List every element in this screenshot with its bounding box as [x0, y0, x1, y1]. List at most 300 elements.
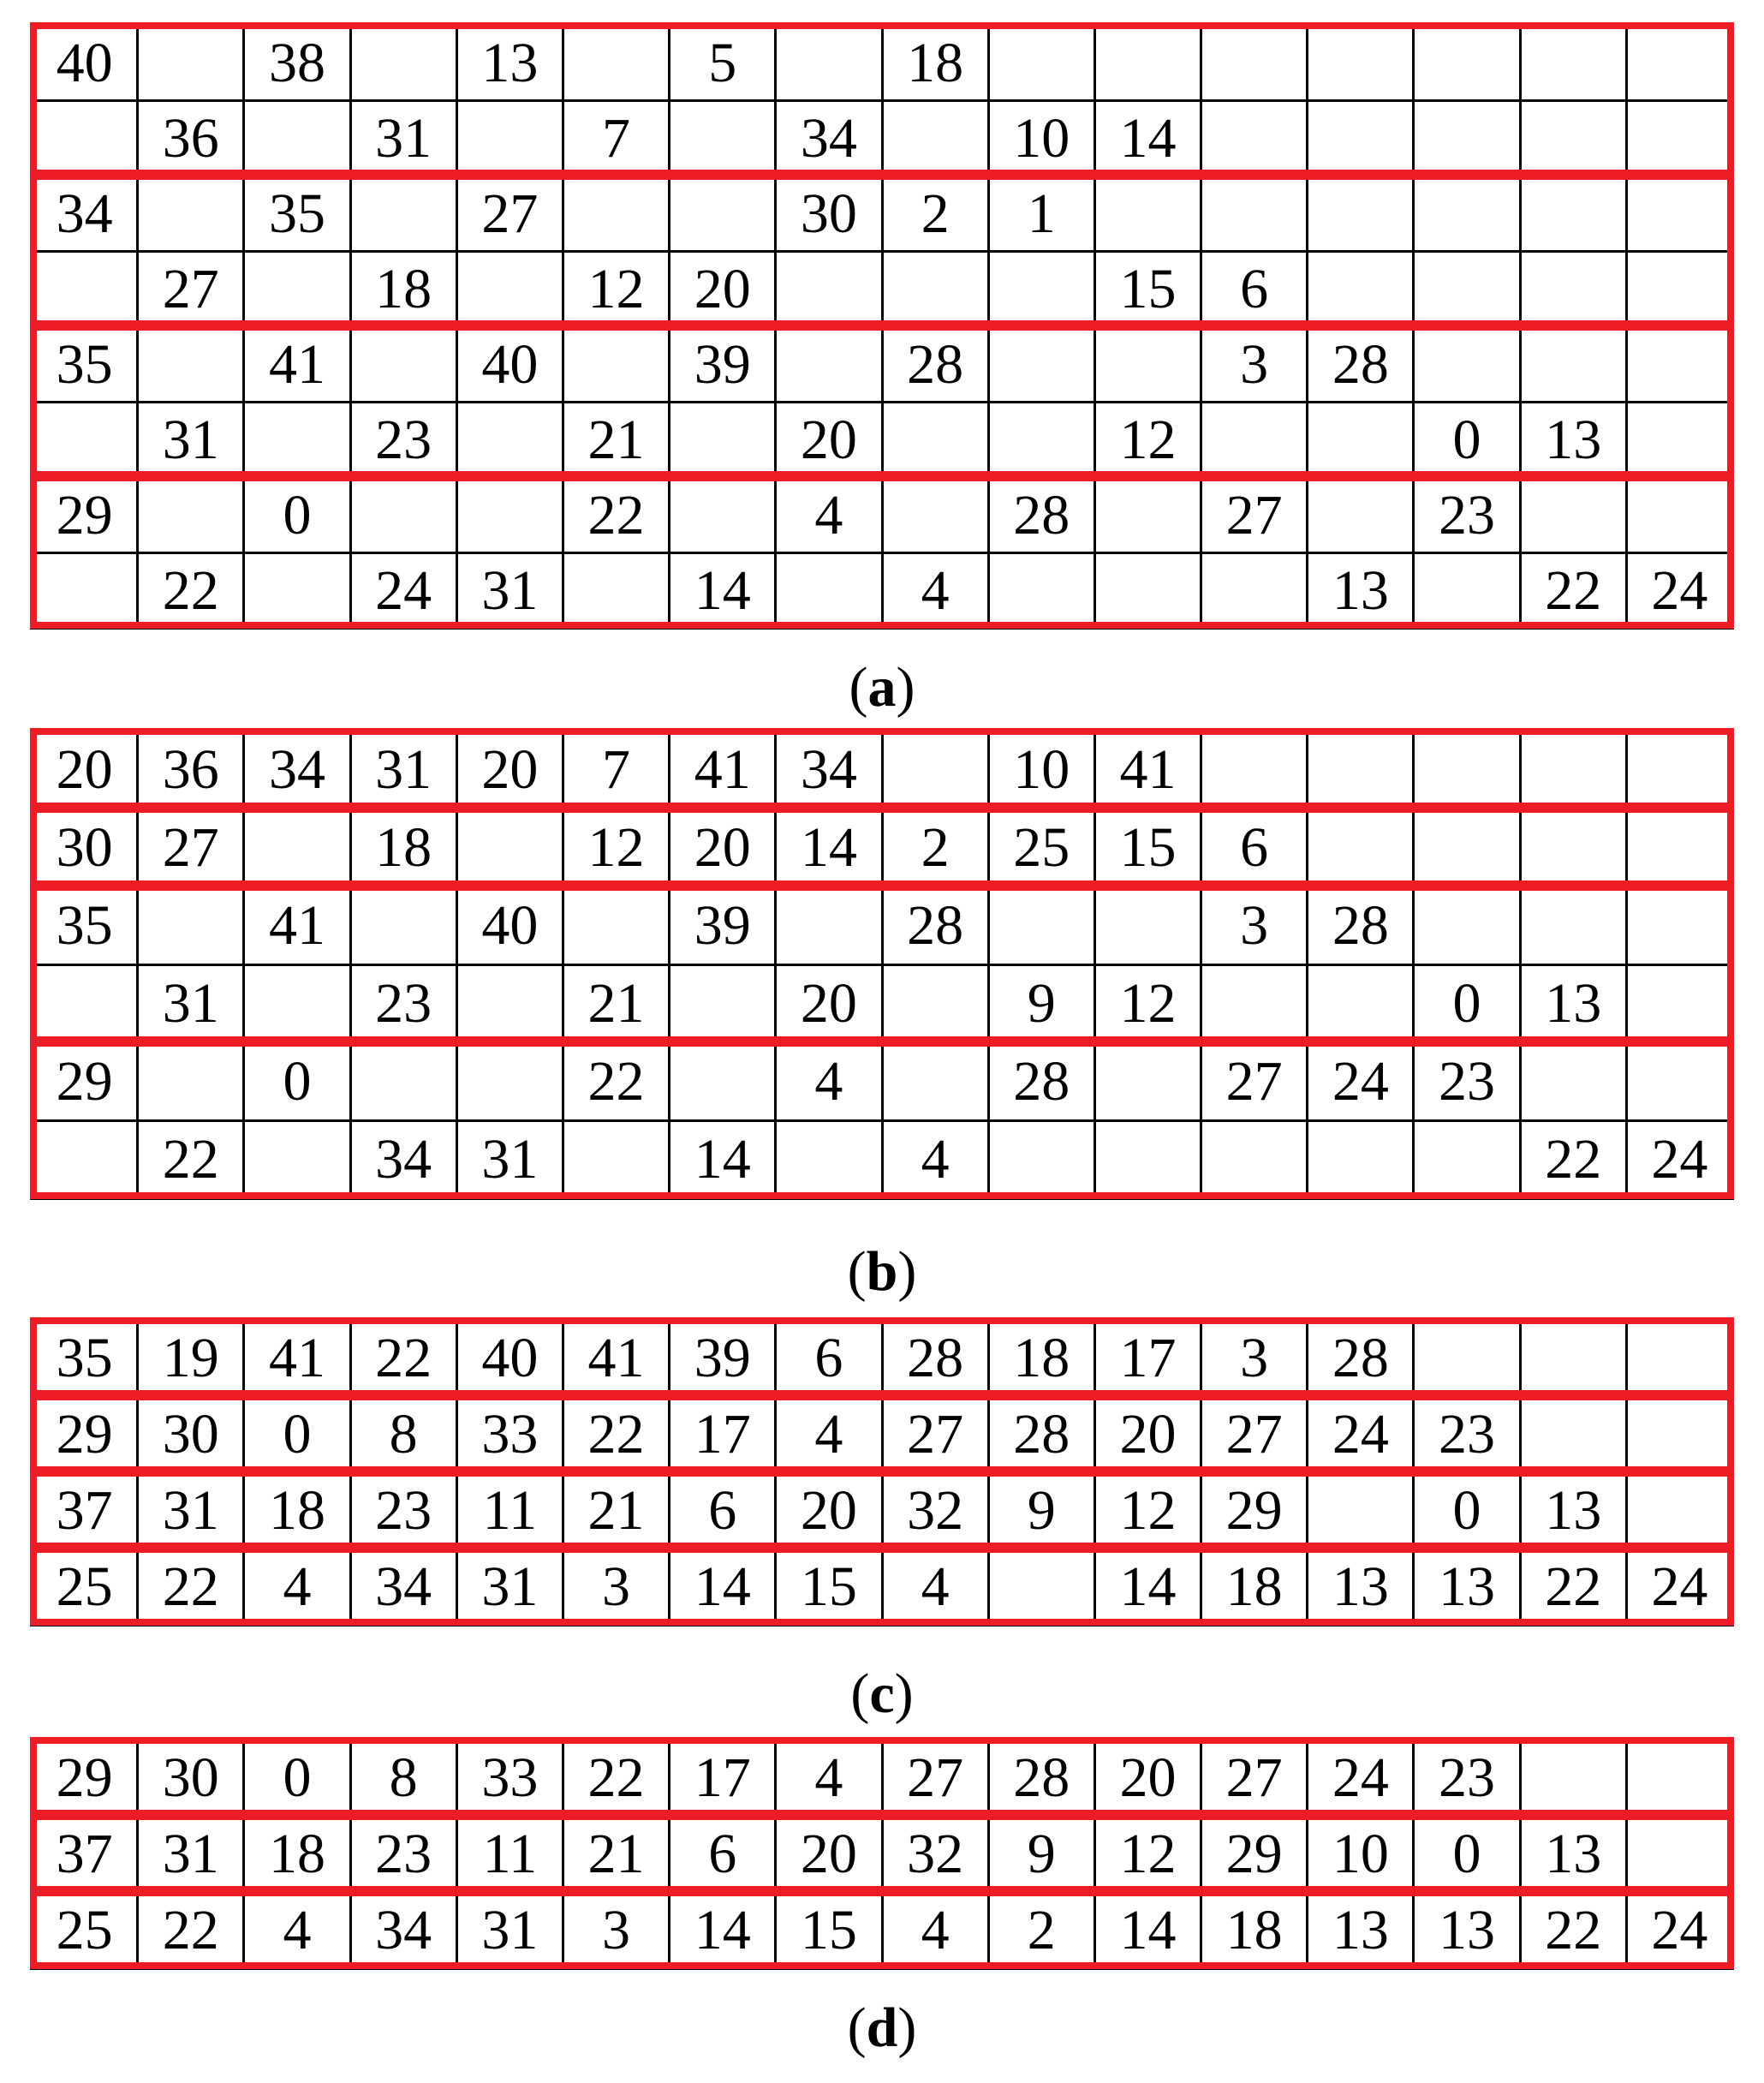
grid-cell: [1308, 478, 1414, 553]
grid-cell: 3: [1201, 1321, 1308, 1397]
grid-cell: 3: [1201, 327, 1308, 403]
grid-cell: [456, 478, 563, 553]
grid-cell: 24: [1308, 1397, 1414, 1473]
grid-cell: 24: [1626, 1549, 1732, 1626]
caption-letter: a: [867, 656, 897, 719]
grid-cell: 28: [988, 1397, 1094, 1473]
grid-cell: 2: [882, 809, 988, 887]
grid-cell: 29: [32, 1043, 138, 1121]
grid-cell: 35: [32, 327, 138, 403]
grid-cell: 9: [988, 965, 1094, 1043]
grid-cell: [244, 553, 350, 629]
grid-cell: [138, 176, 244, 252]
grid-cell: [882, 731, 988, 809]
grid-cell: [776, 887, 882, 965]
grid-cell: 12: [563, 809, 669, 887]
grid-cell: 34: [776, 101, 882, 176]
caption-letter: b: [866, 1240, 898, 1303]
grid-cell: 13: [1308, 553, 1414, 629]
grid-cell: [138, 327, 244, 403]
grid-cell: 3: [1201, 887, 1308, 965]
grid-cell: 20: [776, 403, 882, 478]
grid-cell: 20: [670, 252, 776, 327]
grid-cell: 33: [456, 1397, 563, 1473]
grid-row: [32, 327, 1733, 403]
grid-row: [32, 26, 1733, 101]
grid-cell: 40: [456, 1321, 563, 1397]
grid-cell: 20: [670, 809, 776, 887]
grid-cell: 27: [882, 1397, 988, 1473]
grid-cell: 6: [776, 1321, 882, 1397]
grid-cell: 22: [563, 1397, 669, 1473]
grid-cell: [1094, 327, 1201, 403]
grid-cell: 21: [563, 1473, 669, 1549]
grid-cell: [776, 327, 882, 403]
grid-cell: 31: [138, 965, 244, 1043]
panel-a: [30, 24, 1734, 630]
grid-cell: 22: [350, 1321, 456, 1397]
grid-cell: 27: [1201, 1740, 1308, 1817]
grid-cell: [882, 965, 988, 1043]
grid-cell: 37: [32, 1817, 138, 1893]
grid-cell: 27: [1201, 478, 1308, 553]
grid-cell: [1520, 887, 1626, 965]
grid-cell: 4: [882, 1549, 988, 1626]
grid-row: [32, 1043, 1733, 1121]
grid-cell: 21: [563, 1817, 669, 1893]
grid-cell: [563, 887, 669, 965]
grid-cell: [1094, 176, 1201, 252]
grid-cell: 7: [563, 101, 669, 176]
grid-cell: [1414, 26, 1520, 101]
grid-row: [32, 1121, 1733, 1199]
grid-cell: [1626, 809, 1732, 887]
grid-cell: 22: [1520, 1121, 1626, 1199]
grid-cell: [1308, 176, 1414, 252]
grid-cell: 17: [670, 1397, 776, 1473]
grid-cell: 28: [1308, 327, 1414, 403]
grid-cell: [1201, 101, 1308, 176]
grid-cell: 22: [1520, 1549, 1626, 1626]
grid-cell: 27: [1201, 1397, 1308, 1473]
grid-cell: 22: [138, 1893, 244, 1969]
grid-cell: [1094, 478, 1201, 553]
grid-cell: 4: [776, 1740, 882, 1817]
grid-cell: [1520, 1397, 1626, 1473]
grid-cell: [776, 1121, 882, 1199]
grid-cell: 24: [350, 553, 456, 629]
grid-cell: [1626, 26, 1732, 101]
grid-cell: 34: [350, 1549, 456, 1626]
grid-cell: [1094, 887, 1201, 965]
grid-cell: 36: [138, 731, 244, 809]
grid-cell: [456, 809, 563, 887]
grid-cell: 0: [244, 478, 350, 553]
grid-cell: 5: [670, 26, 776, 101]
grid-cell: [1414, 176, 1520, 252]
grid-cell: 31: [138, 1817, 244, 1893]
grid-cell: 12: [1094, 1473, 1201, 1549]
grid-cell: 18: [350, 809, 456, 887]
grid-cell: [988, 327, 1094, 403]
grid-cell: [1201, 26, 1308, 101]
grid-cell: 12: [1094, 1817, 1201, 1893]
grid-cell: 8: [350, 1397, 456, 1473]
grid-cell: [563, 176, 669, 252]
grid-cell: [1626, 731, 1732, 809]
grid-cell: 30: [776, 176, 882, 252]
grid-cell: [1414, 887, 1520, 965]
panel-d: [30, 1739, 1734, 1970]
grid-cell: 9: [988, 1473, 1094, 1549]
grid-cell: [563, 1121, 669, 1199]
grid-cell: [138, 478, 244, 553]
grid-cell: 39: [670, 327, 776, 403]
grid-cell: 11: [456, 1473, 563, 1549]
grid-cell: [350, 327, 456, 403]
grid-cell: 41: [563, 1321, 669, 1397]
grid-cell: 28: [1308, 1321, 1414, 1397]
grid-cell: [456, 252, 563, 327]
grid-cell: 15: [1094, 252, 1201, 327]
grid-row: [32, 1397, 1733, 1473]
grid-cell: [32, 403, 138, 478]
grid-cell: [1520, 26, 1626, 101]
grid-cell: [350, 887, 456, 965]
grid-cell: [138, 26, 244, 101]
grid-cell: [244, 809, 350, 887]
grid-cell: 18: [1201, 1549, 1308, 1626]
grid-cell: [563, 553, 669, 629]
grid-cell: 36: [138, 101, 244, 176]
grid-cell: 13: [456, 26, 563, 101]
grid-cell: 13: [1520, 965, 1626, 1043]
grid-cell: [1626, 1397, 1732, 1473]
grid-cell: 25: [32, 1893, 138, 1969]
grid-cell: [1520, 478, 1626, 553]
grid-row: [32, 553, 1733, 629]
grid-cell: [1626, 1473, 1732, 1549]
grid-cell: 34: [32, 176, 138, 252]
grid-cell: [1201, 553, 1308, 629]
grid-cell: [1094, 26, 1201, 101]
grid-cell: 31: [456, 1549, 563, 1626]
grid-cell: [563, 327, 669, 403]
grid-cell: 14: [1094, 1893, 1201, 1969]
grid-cell: [350, 176, 456, 252]
grid-cell: 4: [882, 1121, 988, 1199]
grid-cell: 7: [563, 731, 669, 809]
grid-cell: 15: [1094, 809, 1201, 887]
caption-letter: c: [869, 1662, 895, 1725]
grid-cell: 24: [1626, 553, 1732, 629]
grid-cell: 29: [32, 1397, 138, 1473]
grid-cell: 27: [882, 1740, 988, 1817]
grid-row: [32, 1549, 1733, 1626]
grid-cell: 35: [32, 887, 138, 965]
grid-cell: [244, 1121, 350, 1199]
grid-row: [32, 887, 1733, 965]
grid-cell: 41: [670, 731, 776, 809]
grid-cell: [1520, 1321, 1626, 1397]
grid-cell: 13: [1308, 1549, 1414, 1626]
grid-cell: [1201, 731, 1308, 809]
grid-cell: [988, 553, 1094, 629]
panel-c: [30, 1319, 1734, 1626]
grid-cell: 1: [988, 176, 1094, 252]
grid-cell: 18: [350, 252, 456, 327]
grid-cell: [1308, 403, 1414, 478]
grid-cell: 32: [882, 1473, 988, 1549]
grid-cell: 23: [350, 1473, 456, 1549]
grid-cell: [1308, 809, 1414, 887]
grid-cell: [1414, 731, 1520, 809]
grid-cell: [670, 965, 776, 1043]
grid-cell: 29: [1201, 1817, 1308, 1893]
grid-cell: 0: [1414, 1473, 1520, 1549]
grid-cell: 18: [988, 1321, 1094, 1397]
grid-cell: [882, 478, 988, 553]
grid-cell: [350, 478, 456, 553]
grid-cell: [1201, 1121, 1308, 1199]
number-grid: [30, 24, 1734, 630]
grid-cell: [32, 101, 138, 176]
grid-cell: [244, 101, 350, 176]
grid-cell: 6: [1201, 809, 1308, 887]
grid-cell: 38: [244, 26, 350, 101]
grid-cell: 13: [1414, 1549, 1520, 1626]
grid-cell: 20: [1094, 1740, 1201, 1817]
grid-cell: 4: [776, 1043, 882, 1121]
grid-cell: 31: [138, 403, 244, 478]
grid-cell: 24: [1308, 1740, 1414, 1817]
grid-cell: 39: [670, 1321, 776, 1397]
grid-cell: [1520, 252, 1626, 327]
grid-cell: 35: [244, 176, 350, 252]
grid-row: [32, 731, 1733, 809]
grid-cell: 21: [563, 403, 669, 478]
grid-cell: [138, 887, 244, 965]
grid-cell: 40: [456, 327, 563, 403]
grid-cell: [1094, 1121, 1201, 1199]
grid-cell: 28: [882, 1321, 988, 1397]
grid-cell: 22: [138, 1549, 244, 1626]
grid-cell: 22: [138, 553, 244, 629]
grid-cell: 35: [32, 1321, 138, 1397]
grid-cell: [670, 176, 776, 252]
grid-cell: 31: [350, 101, 456, 176]
grid-cell: 23: [1414, 1397, 1520, 1473]
grid-cell: [244, 252, 350, 327]
panel-caption: (c): [850, 1662, 914, 1725]
grid-cell: [1414, 809, 1520, 887]
grid-cell: 0: [244, 1740, 350, 1817]
grid-cell: 22: [563, 1740, 669, 1817]
number-grid: [30, 730, 1734, 1200]
grid-cell: 20: [1094, 1397, 1201, 1473]
grid-cell: 34: [776, 731, 882, 809]
grid-cell: [1308, 252, 1414, 327]
grid-cell: [1626, 965, 1732, 1043]
grid-cell: [32, 252, 138, 327]
grid-cell: [1626, 101, 1732, 176]
grid-cell: [32, 553, 138, 629]
grid-row: [32, 1740, 1733, 1817]
grid-cell: 18: [244, 1817, 350, 1893]
grid-cell: [988, 252, 1094, 327]
grid-cell: [988, 26, 1094, 101]
grid-cell: [988, 403, 1094, 478]
grid-cell: 33: [456, 1740, 563, 1817]
grid-cell: 40: [32, 26, 138, 101]
grid-cell: 2: [988, 1893, 1094, 1969]
grid-cell: 22: [563, 478, 669, 553]
grid-row: [32, 1893, 1733, 1969]
grid-cell: [1626, 1321, 1732, 1397]
grid-cell: [882, 252, 988, 327]
grid-cell: 12: [563, 252, 669, 327]
grid-cell: 29: [1201, 1473, 1308, 1549]
number-grid: [30, 1319, 1734, 1626]
grid-cell: 28: [988, 1740, 1094, 1817]
grid-cell: 17: [670, 1740, 776, 1817]
grid-cell: 28: [882, 327, 988, 403]
grid-cell: 25: [988, 809, 1094, 887]
grid-cell: 11: [456, 1817, 563, 1893]
grid-cell: 24: [1308, 1043, 1414, 1121]
grid-cell: [1414, 101, 1520, 176]
grid-cell: 18: [1201, 1893, 1308, 1969]
grid-cell: 31: [138, 1473, 244, 1549]
grid-cell: 24: [1626, 1893, 1732, 1969]
grid-row: [32, 965, 1733, 1043]
grid-row: [32, 1321, 1733, 1397]
grid-cell: 4: [882, 1893, 988, 1969]
grid-cell: 41: [1094, 731, 1201, 809]
grid-cell: 40: [456, 887, 563, 965]
grid-cell: 0: [244, 1043, 350, 1121]
grid-cell: 31: [350, 731, 456, 809]
grid-cell: 6: [670, 1817, 776, 1893]
grid-cell: [1414, 327, 1520, 403]
grid-row: [32, 101, 1733, 176]
grid-cell: [882, 101, 988, 176]
grid-cell: 27: [456, 176, 563, 252]
grid-cell: [1308, 101, 1414, 176]
grid-cell: 22: [563, 1043, 669, 1121]
grid-cell: 13: [1520, 1473, 1626, 1549]
grid-cell: 18: [882, 26, 988, 101]
panel-caption: (a): [849, 656, 915, 719]
grid-cell: 4: [882, 553, 988, 629]
grid-cell: [1520, 809, 1626, 887]
grid-cell: [32, 1121, 138, 1199]
grid-cell: 12: [1094, 403, 1201, 478]
grid-cell: 2: [882, 176, 988, 252]
grid-cell: 14: [1094, 1549, 1201, 1626]
grid-cell: 28: [988, 1043, 1094, 1121]
grid-cell: 31: [456, 1121, 563, 1199]
grid-cell: 20: [776, 1817, 882, 1893]
grid-cell: 15: [776, 1893, 882, 1969]
grid-cell: 29: [32, 1740, 138, 1817]
grid-cell: 20: [32, 731, 138, 809]
grid-cell: [1520, 1043, 1626, 1121]
grid-cell: 23: [1414, 1043, 1520, 1121]
grid-cell: 41: [244, 327, 350, 403]
grid-cell: 10: [1308, 1817, 1414, 1893]
grid-cell: [1414, 1321, 1520, 1397]
grid-cell: [1308, 1121, 1414, 1199]
grid-cell: 18: [244, 1473, 350, 1549]
grid-cell: 34: [350, 1893, 456, 1969]
panel-caption: (d): [847, 1996, 917, 2059]
grid-cell: 27: [138, 809, 244, 887]
grid-row: [32, 176, 1733, 252]
grid-cell: 13: [1520, 403, 1626, 478]
grid-cell: [456, 101, 563, 176]
grid-cell: [1626, 403, 1732, 478]
grid-cell: 6: [1201, 252, 1308, 327]
grid-row: [32, 809, 1733, 887]
grid-cell: [1308, 965, 1414, 1043]
grid-cell: [776, 26, 882, 101]
grid-cell: 27: [1201, 1043, 1308, 1121]
grid-cell: 6: [670, 1473, 776, 1549]
grid-cell: 15: [776, 1549, 882, 1626]
grid-cell: 23: [1414, 478, 1520, 553]
grid-cell: [1414, 252, 1520, 327]
grid-row: [32, 1817, 1733, 1893]
grid-cell: 34: [350, 1121, 456, 1199]
panel-b: [30, 730, 1734, 1200]
grid-cell: [456, 1043, 563, 1121]
grid-cell: 28: [882, 887, 988, 965]
grid-cell: 3: [563, 1893, 669, 1969]
grid-cell: [988, 1121, 1094, 1199]
grid-cell: 31: [456, 553, 563, 629]
grid-cell: 4: [776, 1397, 882, 1473]
grid-cell: [1626, 478, 1732, 553]
grid-cell: 14: [670, 1121, 776, 1199]
grid-cell: [988, 887, 1094, 965]
grid-cell: 14: [670, 553, 776, 629]
grid-row: [32, 403, 1733, 478]
grid-cell: 9: [988, 1817, 1094, 1893]
caption-letter: d: [866, 1996, 898, 2059]
grid-cell: [988, 1549, 1094, 1626]
grid-cell: 0: [244, 1397, 350, 1473]
grid-cell: [456, 403, 563, 478]
grid-cell: [244, 965, 350, 1043]
grid-cell: 22: [138, 1121, 244, 1199]
grid-cell: 3: [563, 1549, 669, 1626]
grid-cell: [563, 26, 669, 101]
grid-cell: [1094, 1043, 1201, 1121]
grid-cell: 4: [776, 478, 882, 553]
grid-cell: 32: [882, 1817, 988, 1893]
grid-cell: 39: [670, 887, 776, 965]
grid-cell: 10: [988, 101, 1094, 176]
grid-cell: [1094, 553, 1201, 629]
grid-cell: 20: [456, 731, 563, 809]
grid-cell: 24: [1626, 1121, 1732, 1199]
grid-cell: [1520, 327, 1626, 403]
grid-cell: [1308, 731, 1414, 809]
grid-cell: 41: [244, 887, 350, 965]
grid-cell: [1520, 176, 1626, 252]
grid-cell: [138, 1043, 244, 1121]
